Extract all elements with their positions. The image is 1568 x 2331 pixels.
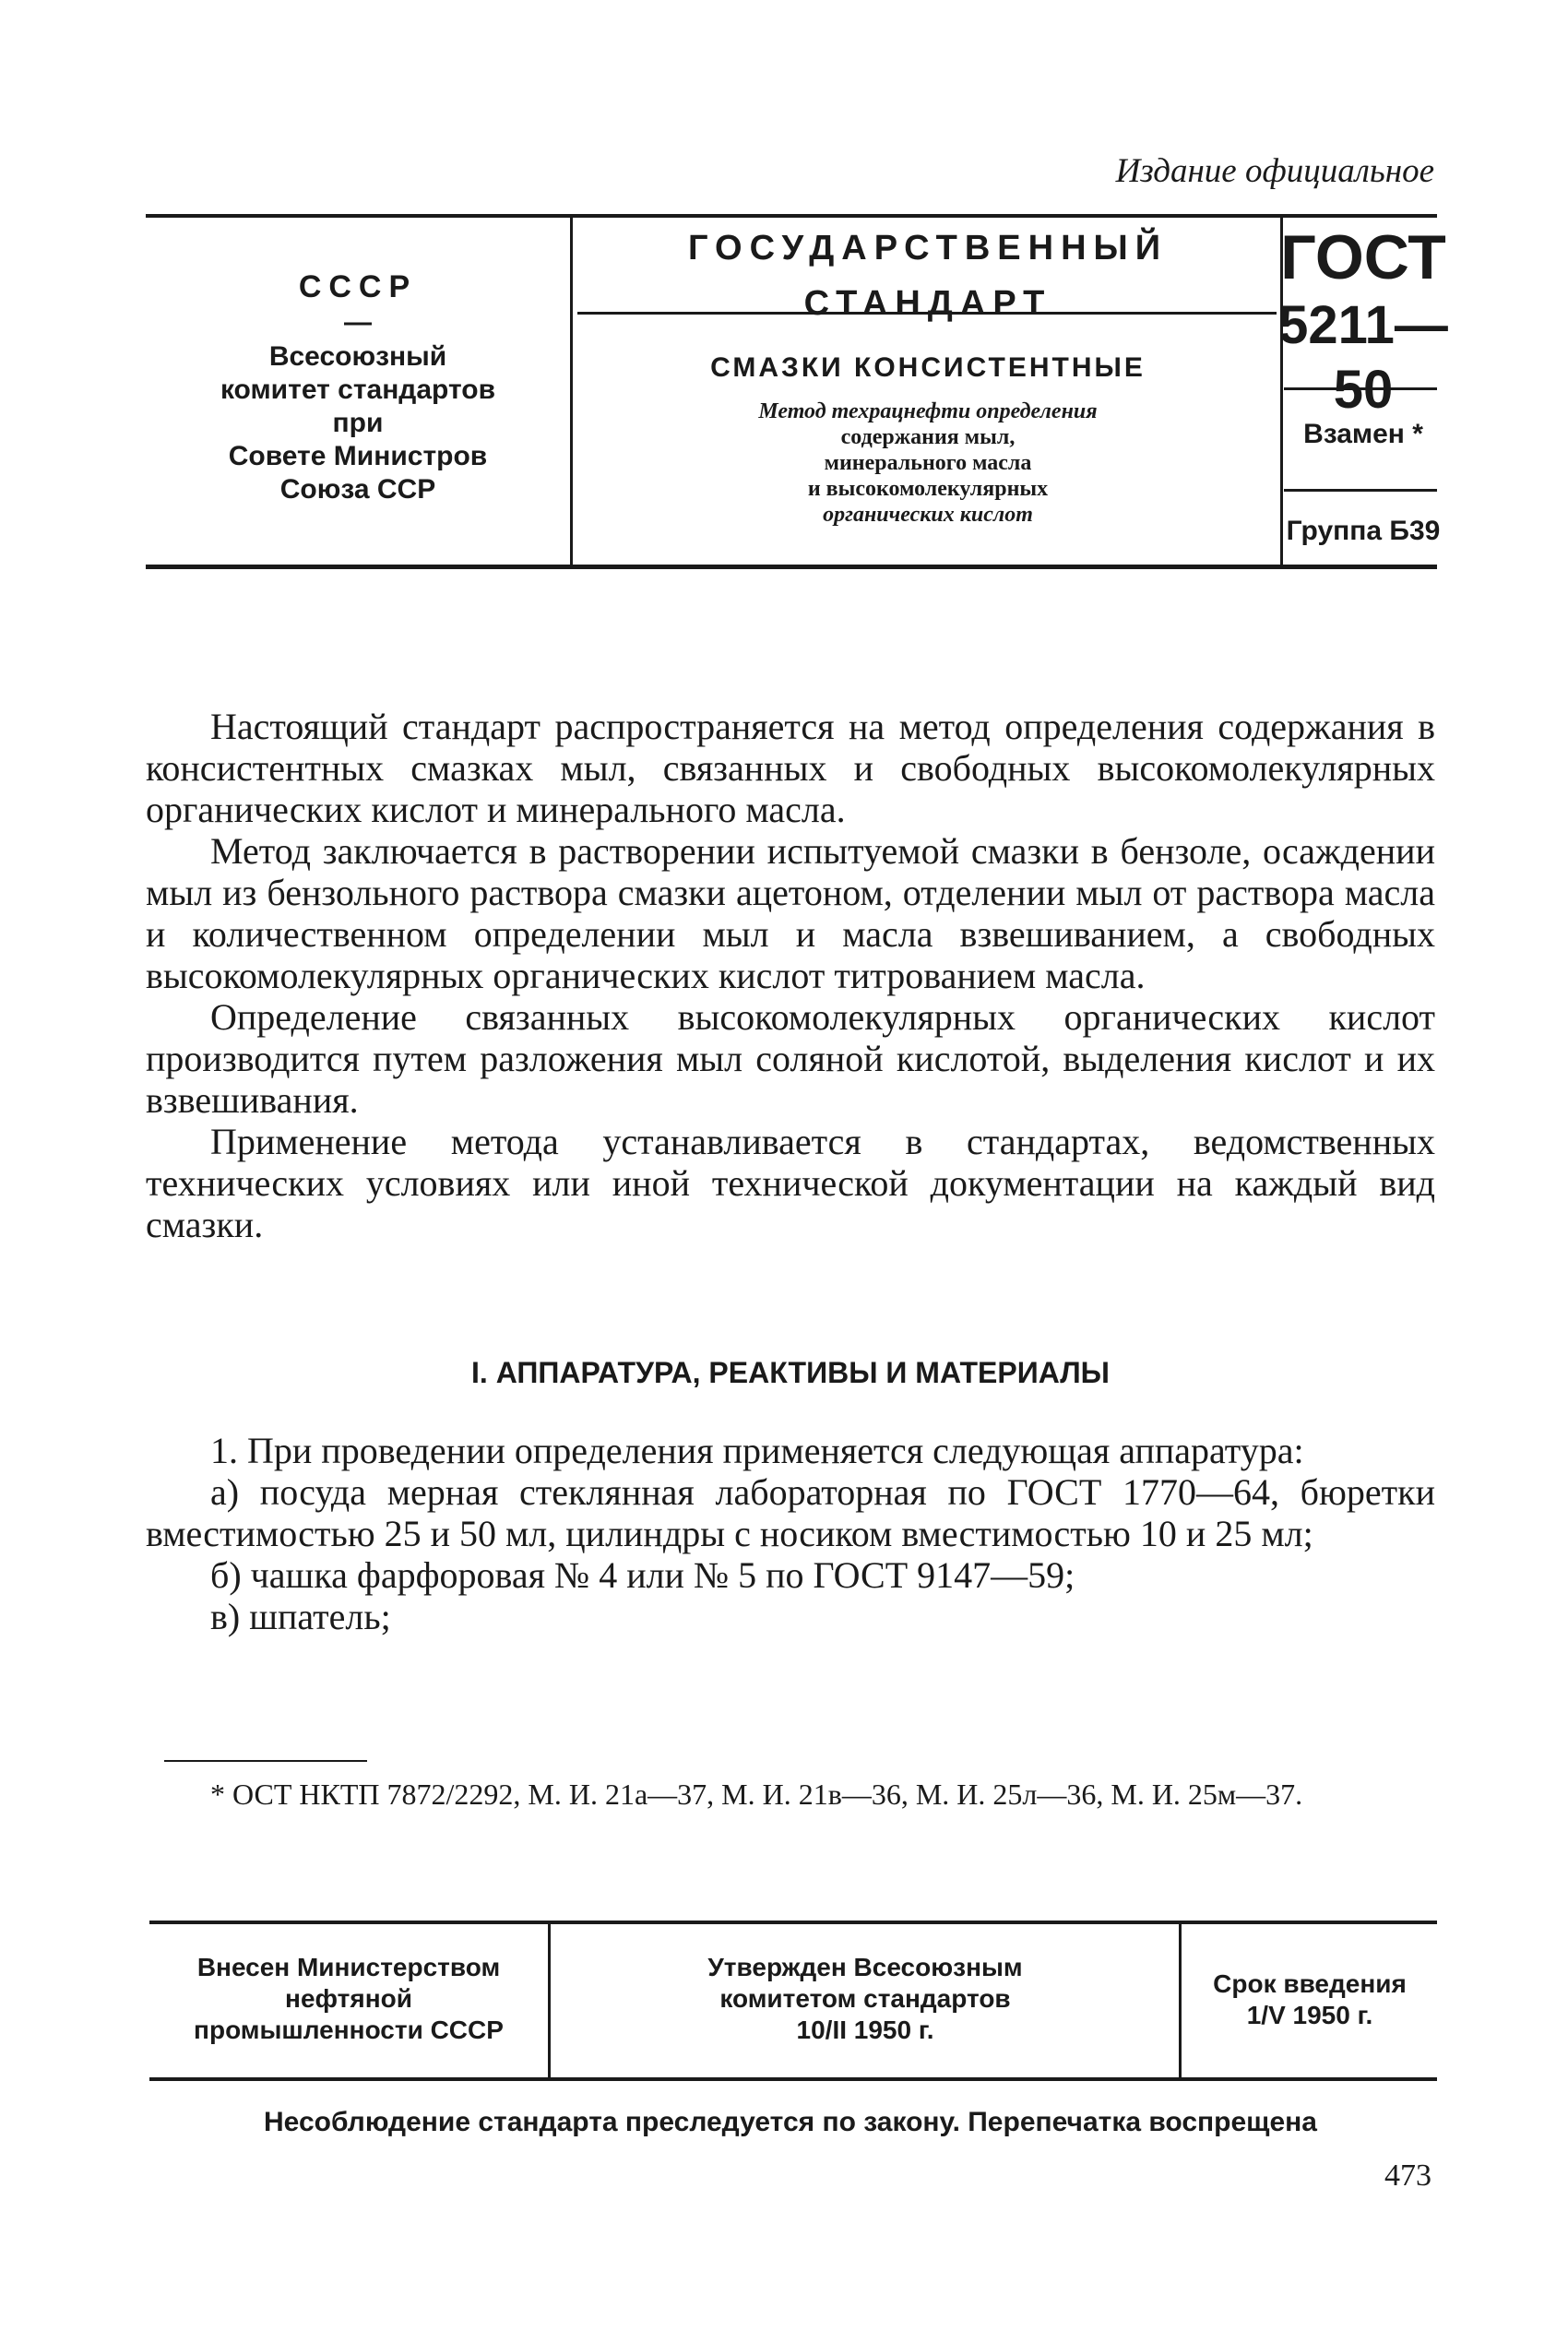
approved-line: 10/II 1950 г. [796, 2016, 934, 2044]
page-number: 473 [1384, 2159, 1431, 2193]
effective-line: Срок введения [1213, 1969, 1407, 1998]
gost-column [1278, 214, 1448, 570]
paragraph: Применение метода устанавливается в стандартах, ведомственных технических условиях или иной технической документации на каждый вид смазки. [146, 1121, 1435, 1245]
state-standard-line: ГОСУДАРСТВЕННЫЙ [687, 229, 1169, 268]
issuer-line: Союза ССР [279, 474, 436, 505]
issuer-line: при [332, 408, 384, 438]
list-intro: 1. При проведении определения применяется следующая аппаратура: [210, 1430, 1304, 1471]
issuer-line: комитет стандартов [220, 375, 496, 405]
effective-date [1182, 1968, 1437, 2031]
state-standard-line: СТАНДАРТ [803, 284, 1052, 323]
replaces-label: Взамен * [1303, 419, 1423, 449]
subtitle-line: органических кислот [823, 503, 1033, 527]
issuer-column [146, 214, 570, 570]
introduced-line: нефтяной [285, 1984, 412, 2013]
approved-line: комитетом стандартов [719, 1984, 1011, 2013]
subtitle-line: Метод техрацнефти определения [758, 399, 1098, 423]
footnote-rule [164, 1760, 367, 1762]
header-divider-1 [570, 214, 573, 568]
introduced-line: промышленности СССР [194, 2016, 504, 2044]
edition-label: Издание официальное [1115, 152, 1434, 190]
list-item: а) посуда мерная стеклянная лабораторная по ГОСТ 1770—64, бюретки вместимостью 25 и 50 мл, цилиндры с носиком вместимостью 10 и 25 мл; [146, 1471, 1435, 1554]
list-item: б) чашка фарфоровая № 4 или № 5 по ГОСТ 9147—59; [210, 1554, 1075, 1596]
table-top-rule [149, 1921, 1437, 1924]
table-bottom-rule [149, 2077, 1437, 2081]
section-heading: I. АППАРАТУРА, РЕАКТИВЫ И МАТЕРИАЛЫ [471, 1356, 1110, 1389]
apparatus-list [146, 1430, 1435, 1637]
list-item: в) шпатель; [210, 1596, 391, 1637]
ussr-label: СССР [298, 269, 418, 304]
paragraph: Настоящий стандарт распространяется на метод определения содержания в консистентных смазках мыл, связанных и свободных высокомолекулярных органических кислот и минерального масла. [146, 706, 1435, 830]
paragraph: Определение связанных высокомолекулярных органических кислот производится путем разложения мыл соляной кислотой, выделения кислот и их взвешивания. [146, 996, 1435, 1121]
subtitle-line: содержания мыл, [840, 425, 1016, 449]
standard-title: СМАЗКИ КОНСИСТЕНТНЫЕ [710, 352, 1146, 383]
footnote: * ОСТ НКТП 7872/2292, М. И. 21а—37, М. И. 21в—36, М. И. 25л—36, М. И. 25м—37. [210, 1778, 1303, 1811]
dash: — [344, 307, 372, 338]
effective-line: 1/V 1950 г. [1246, 2001, 1373, 2029]
approved-line: Утвержден Всесоюзным [707, 1953, 1023, 1981]
legal-notice: Несоблюдение стандарта преследуется по закону. Перепечатка воспрещена [264, 2107, 1317, 2137]
intro-text [146, 706, 1435, 1245]
paragraph: Метод заключается в растворении испытуемой смазки в бензоле, осаждении мыл из бензольного раствора смазки ацетоном, отделении мыл от раствора масла и количественном определении мыл и масла взвешиванием, а свободных высокомолекулярных органических кислот титрованием масла. [146, 830, 1435, 996]
gost-number: 5211—50 [1278, 295, 1448, 420]
approval-table [149, 1921, 1437, 2081]
table-divider-1 [548, 1921, 551, 2079]
approved-by [552, 1952, 1179, 2046]
group-label: Группа Б39 [1286, 516, 1441, 546]
table-divider-2 [1179, 1921, 1182, 2079]
introduced-line: Внесен Министерством [196, 1953, 501, 1981]
standard-subtitle [577, 398, 1278, 528]
issuer-line: Совете Министров [228, 441, 488, 471]
subtitle-line: минерального масла [824, 451, 1032, 475]
subtitle-line: и высокомолекулярных [807, 477, 1049, 501]
gost-label: ГОСТ [1280, 222, 1446, 292]
introduced-by [149, 1952, 548, 2046]
standard-title-column [577, 214, 1278, 570]
issuer-line: Всесоюзный [268, 341, 447, 372]
standard-header [146, 214, 1448, 570]
